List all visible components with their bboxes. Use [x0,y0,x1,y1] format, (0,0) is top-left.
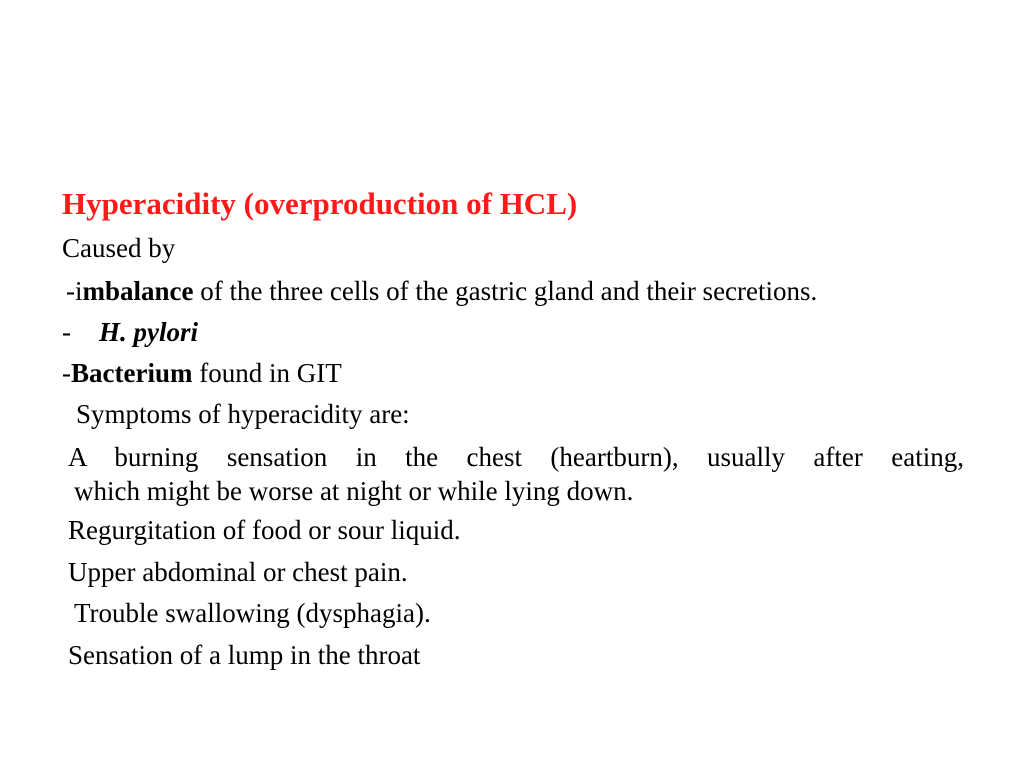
cause-imbalance-prefix: -i [66,276,83,306]
symptom-heartburn-line1: A burning sensation in the chest (heartburn), usually after eating, [68,442,964,472]
symptom-lump: Sensation of a lump in the throat [68,640,421,670]
symptom-pain: Upper abdominal or chest pain. [68,557,408,587]
cause-imbalance-rest: of the three cells of the gastric gland and their secretions. [193,276,818,306]
cause-bacterium [62,357,342,389]
cause-bacterium-prefix: - [62,358,71,388]
symptom-regurgitation: Regurgitation of food or sour liquid. [68,515,461,545]
cause-h-pylori [62,316,198,348]
cause-h-pylori-name: H. pylori [99,317,198,347]
symptom-heartburn [68,440,964,508]
slide-title: Hyperacidity (overproduction of HCL) [62,186,578,221]
symptoms-heading: Symptoms of hyperacidity are: [76,399,410,429]
symptom-swallowing: Trouble swallowing (dysphagia). [74,598,431,628]
cause-bacterium-rest: found in GIT [192,358,342,388]
cause-bacterium-bold: Bacterium [71,358,193,388]
cause-h-pylori-prefix: - [62,317,71,347]
cause-imbalance [66,275,817,307]
cause-imbalance-bold: mbalance [82,276,194,306]
caused-by-label: Caused by [62,233,176,263]
symptom-heartburn-line2: which might be worse at night or while lying down. [74,476,634,506]
